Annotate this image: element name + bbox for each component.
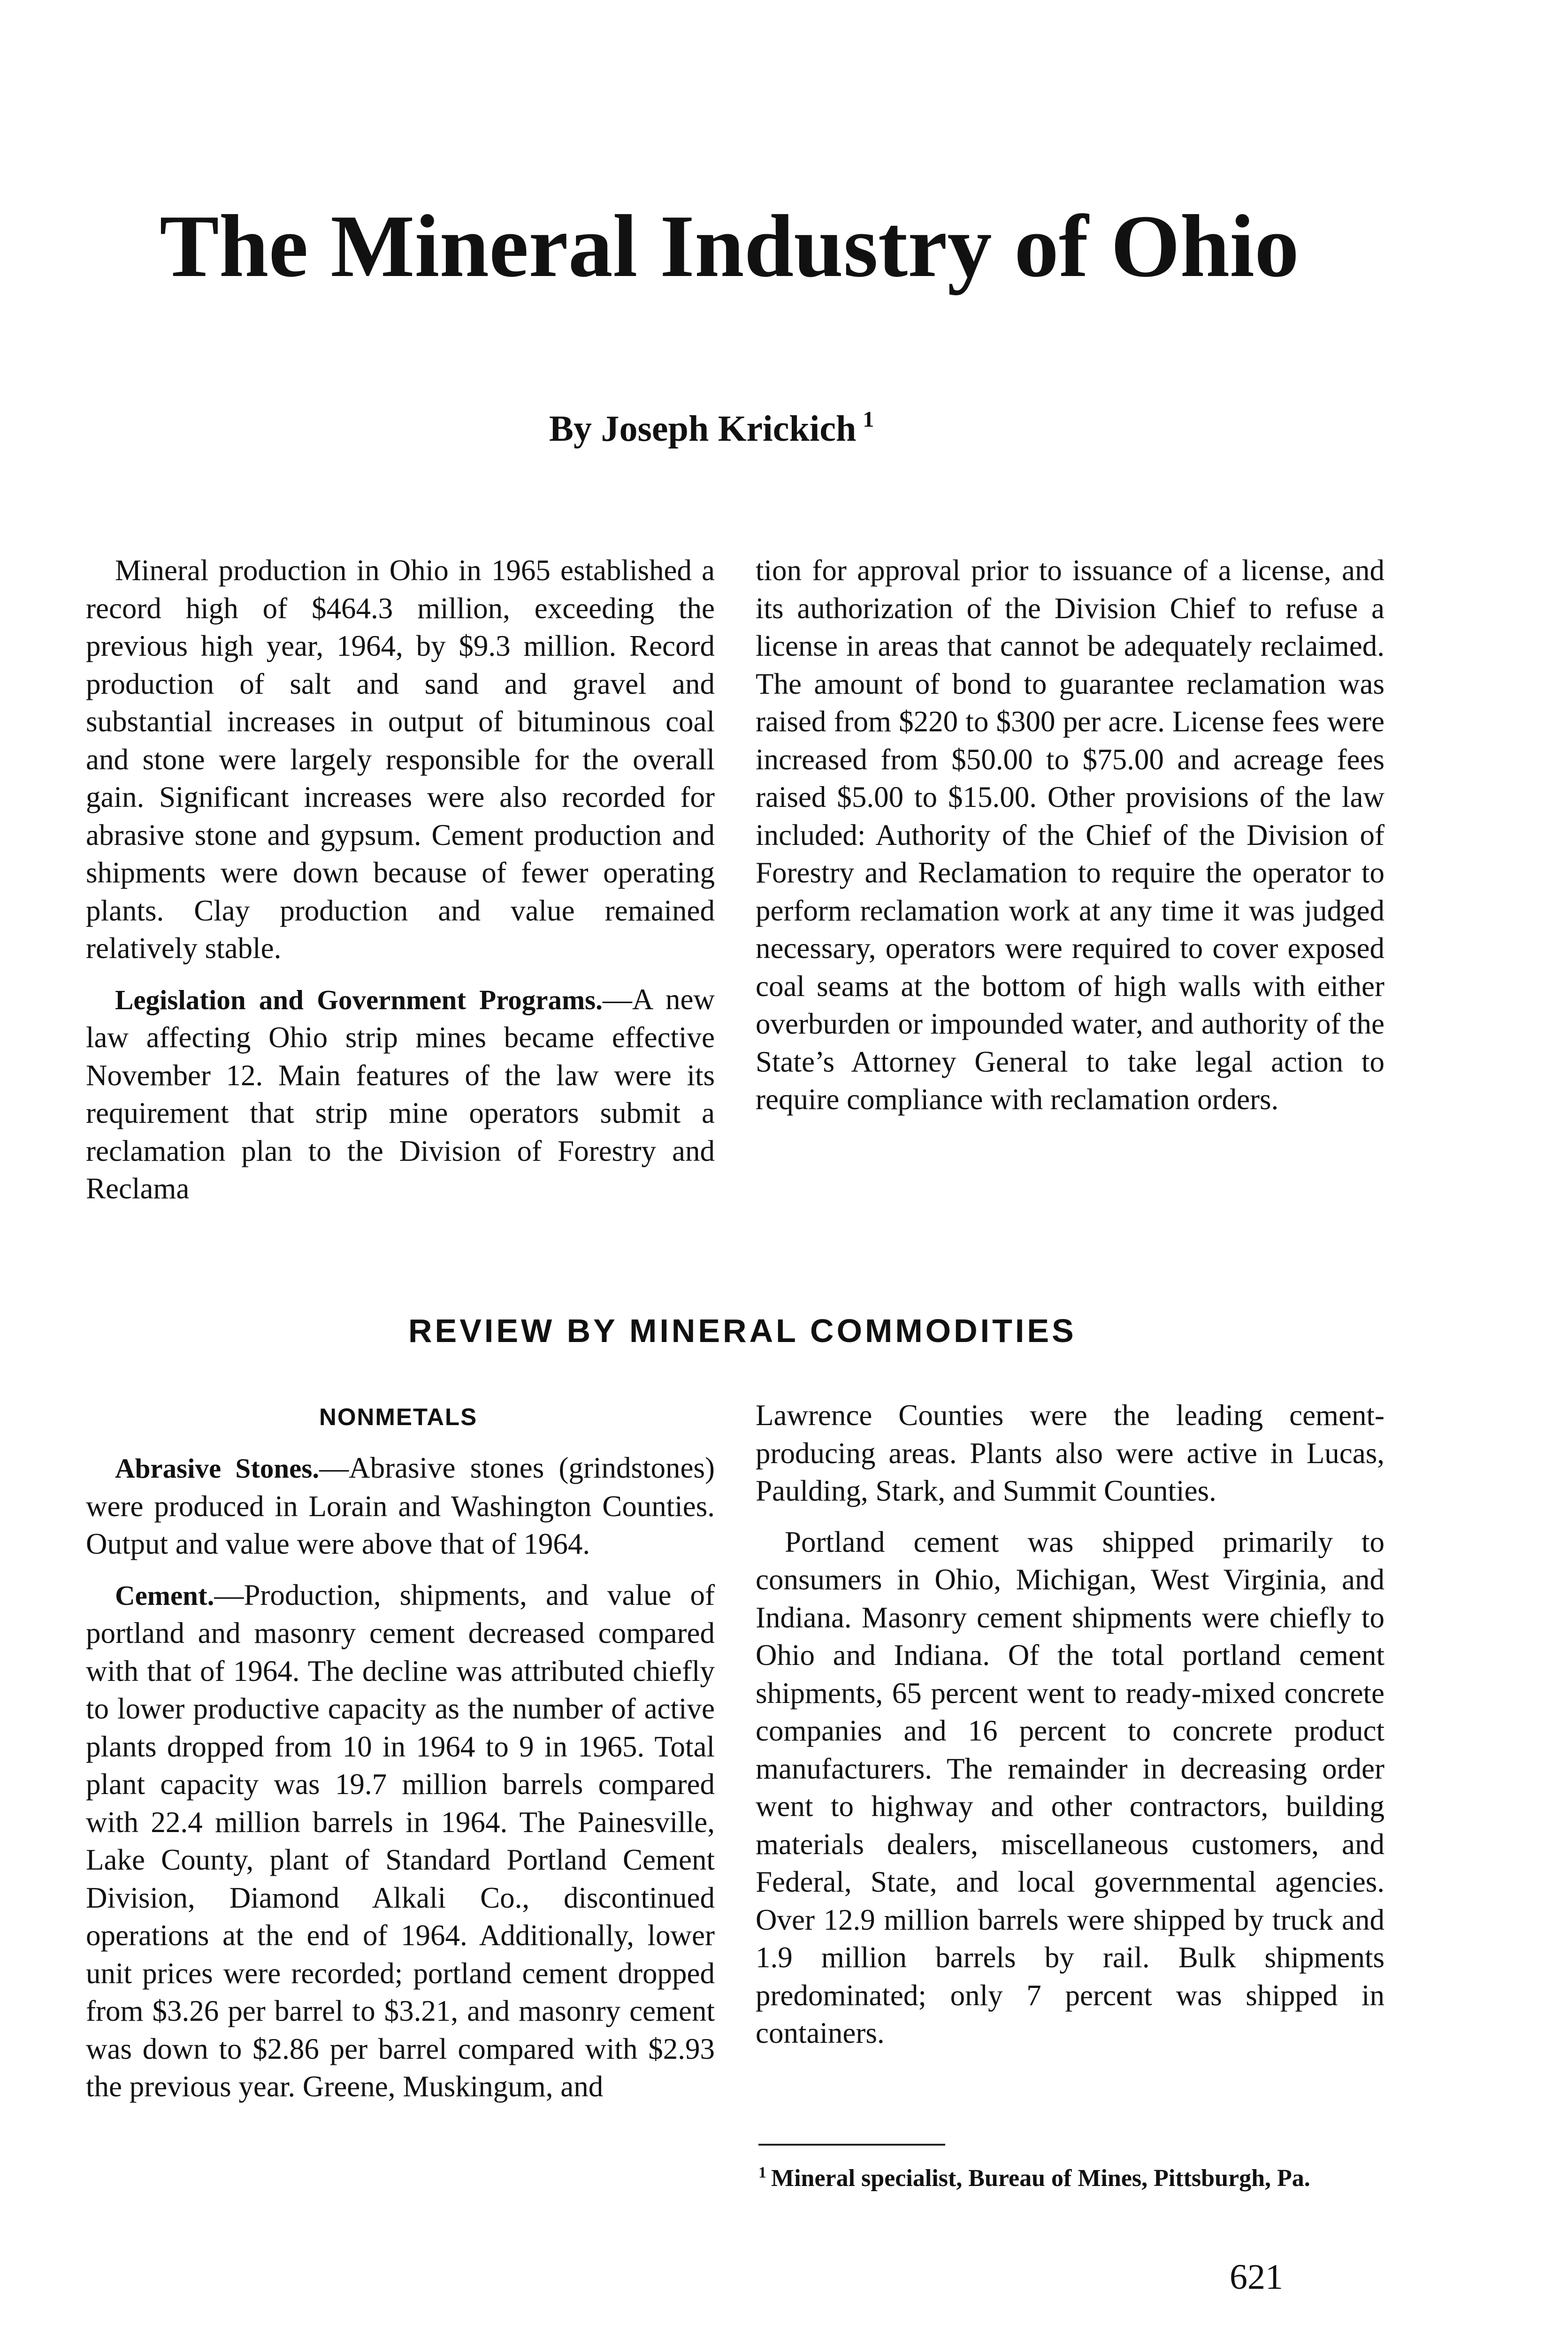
subsection-heading: NONMETALS bbox=[319, 1404, 478, 1430]
footnote-rule bbox=[758, 2144, 945, 2146]
footnote bbox=[756, 2159, 1384, 2192]
byline bbox=[549, 408, 1112, 447]
cement-shipments-paragraph: Portland cement was shipped primarily to consumers in Ohio, Michigan, West Virginia, and Indiana. Masonry cement shipments were chiefly to Ohio and Indiana. Of the total portland cement shipments, 65 percent went to ready-mixed concrete companies and 16 percent to concrete product manufacturers. The remainder in decreasing order went to highway and other contractors, building materials dealers, miscellaneous customers, and Federal, State, and local governmental agencies. Over 12.9 million barrels were shipped by truck and 1.9 million barrels by rail. Bulk shipments predominated; only 7 percent was shipped in containers. bbox=[756, 1525, 1384, 2049]
section-heading: REVIEW BY MINERAL COMMODITIES bbox=[408, 1312, 1077, 1349]
page-number: 621 bbox=[1230, 2257, 1283, 2297]
abrasive-stones-heading: Abrasive Stones. bbox=[115, 1453, 320, 1484]
legislation-text: —A new law affecting Ohio strip mines became effective November 12. Main features of the law were its requirement that strip mine operators submit a reclamation plan to the Division of Forestry and Reclama bbox=[86, 982, 715, 1205]
article-title: The Mineral Industry of Ohio bbox=[160, 197, 1299, 296]
cement-paragraph bbox=[86, 1576, 715, 2106]
review-left-column bbox=[86, 1449, 715, 2106]
cement-continued: Lawrence Counties were the leading cement-producing areas. Plants also were active in Lucas, Paulding, Stark, and Summit Counties. bbox=[756, 1399, 1384, 1507]
footnote-mark: 1 bbox=[758, 2164, 766, 2181]
cement-text: —Production, shipments, and value of portland and masonry cement decreased compared with that of 1964. The decline was attributed chiefly to lower productive capacity as the number of active plants dropped from 10 in 1964 to 9 in 1965. Total plant capacity was 19.7 million barrels compared with 22.4 million barrels in 1964. The Painesville, Lake County, plant of Standard Portland Cement Division, Diamond Alkali Co., discontinued operations at the end of 1964. Additionally, lower unit prices were recorded; portland cement dropped from $3.26 per barrel to $3.21, and masonry cement was down to $2.86 per barrel compared with $2.93 the previous year. Greene, Muskingum, and bbox=[86, 1578, 715, 2103]
author-name: By Joseph Krickich bbox=[549, 408, 857, 449]
legislation-continued: tion for approval prior to issuance of a license, and its authorization of the Division Chief to refuse a license in areas that cannot be adequately reclaimed. The amount of bond to guarantee reclamation was raised from $220 to $300 per acre. License fees were increased from $50.00 to $75.00 and acreage fees raised $5.00 to $15.00. Other provisions of the law included: Authority of the Chief of the Division of Forestry and Reclamation to require the operator to perform reclamation work at any time it was judged necessary, operators were required to cover exposed coal seams at the bottom of high walls with either overburden or impounded water, and authority of the State’s Attorney General to take legal action to require compliance with reclamation orders. bbox=[756, 554, 1384, 1116]
intro-paragraph: Mineral production in Ohio in 1965 established a record high of $464.3 million, exceeding the previous high year, 1964, by $9.3 million. Record production of salt and sand and gravel and substantial increases in output of bituminous coal and stone were largely responsible for the overall gain. Significant increases were also recorded for abrasive stone and gypsum. Cement production and shipments were down because of fewer operating plants. Clay production and value remained relatively stable. bbox=[86, 554, 715, 965]
intro-left-column bbox=[86, 552, 715, 1208]
review-right-column bbox=[756, 1396, 1384, 2052]
author-footnote-mark: 1 bbox=[863, 407, 874, 432]
abrasive-stones-text: —Abrasive stones (grindstones) were produced in Lorain and Washington Counties. Output and value were above that of 1964. bbox=[86, 1451, 715, 1560]
legislation-paragraph bbox=[86, 981, 715, 1208]
cement-heading: Cement. bbox=[115, 1580, 214, 1611]
footnote-text: Mineral specialist, Bureau of Mines, Pittsburgh, Pa. bbox=[771, 2165, 1310, 2192]
intro-right-column bbox=[756, 552, 1384, 1119]
abrasive-stones-paragraph bbox=[86, 1449, 715, 1563]
legislation-heading: Legislation and Government Programs. bbox=[115, 984, 603, 1015]
